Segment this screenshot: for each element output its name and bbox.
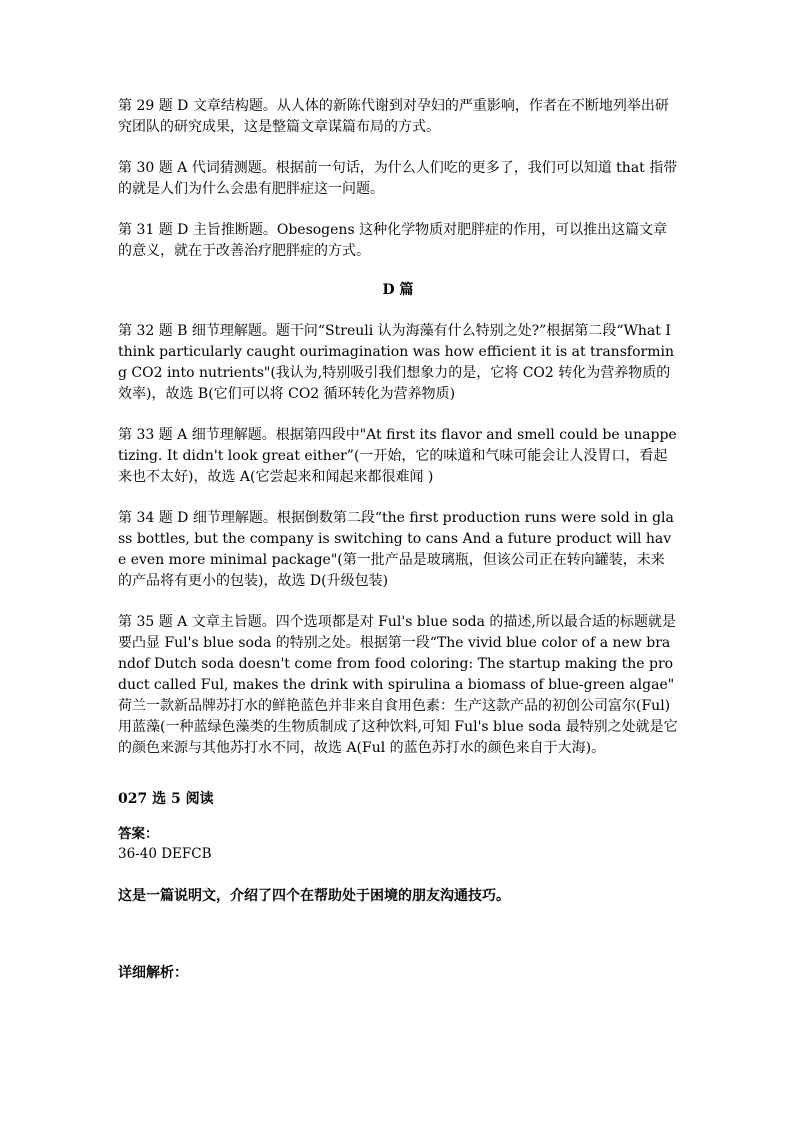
spacer (118, 864, 678, 886)
spacer (118, 759, 678, 789)
answer-explanation-33: 第 33 题 A 细节理解题。根据第四段中"At first its flavor and smell could be unappetizing. It didn't look great either”(一开始，它的味道和气味可能会让人没胃口，看起来也不太好)，故选 A(它尝起来和闻起来都很难闻 ) (118, 427, 677, 485)
answer-explanation-29: 第 29 题 D 文章结构题。从人体的新陈代谢到对孕妇的严重影响，作者在不断地列举出研究团队的研究成果，这是整篇文章谋篇布局的方式。 (118, 98, 669, 135)
section-d-title: D 篇 (382, 282, 414, 298)
detail-label: 详细解析： (118, 965, 188, 981)
answer-explanation-31: 第 31 题 D 主旨推断题。Obesogens 这种化学物质对肥胖症的作用，可以推出这篇文章的意义，就在于改善治疗肥胖症的方式。 (118, 222, 668, 259)
summary-text: 这是一篇说明文，介绍了四个在帮助处于困境的朋友沟通技巧。 (118, 888, 510, 904)
spacer (118, 907, 678, 963)
answer-explanation-35: 第 35 题 A 文章主旨题。四个选项都是对 Ful's blue soda 的描述,所以最合适的标题就是要凸显 Ful's blue soda 的特别之处。根据第一段“The vivid blue color of a new brandof Dutch soda doesn't come from food coloring: The startup making the product called Ful, makes the drink with spirulina a biomass of blue-green algae" 荷兰一款新品牌苏打水的鲜艳蓝色并非来自食用色素：生产这款产品的初创公司富尔(Ful)用蓝藻(一种蓝绿色藻类的生物质制成了这种饮料,可知 Ful's blue soda 最特别之处就是它的颜色来源与其他苏打水不同，故选 A(Ful 的蓝色苏打水的颜色来自于大海)。 (118, 614, 678, 756)
spacer (118, 810, 678, 824)
section-027-title: 027 选 5 阅读 (118, 791, 214, 807)
answer-label: 答案： (118, 826, 159, 842)
document-page (118, 96, 678, 984)
answer-value: 36-40 DEFCB (118, 846, 212, 862)
answer-explanation-34: 第 34 题 D 细节理解题。根据倒数第二段“the first production runs were sold in glass bottles, but the company is switching to cans And a future product will have even more minimal package"(第一批产品是玻璃瓶，但该公司正在转向罐装，未来的产品将有更小的包装)，故选 D(升级包装) (118, 510, 674, 589)
answer-explanation-32: 第 32 题 B 细节理解题。题干问“Streuli 认为海藻有什么特别之处?”根据第二段“What I think particularly caught ourimagination was how efficient it is at transforming CO2 into nutrients"(我认为,特别吸引我们想象力的是，它将 CO2 转化为营养物质的效率)，故选 B(它们可以将 CO2 循环转化为营养物质) (118, 323, 674, 402)
answer-explanation-30: 第 30 题 A 代词猜测题。根据前一句话，为什么人们吃的更多了，我们可以知道 that 指带的就是人们为什么会患有肥胖症这一问题。 (118, 160, 678, 197)
